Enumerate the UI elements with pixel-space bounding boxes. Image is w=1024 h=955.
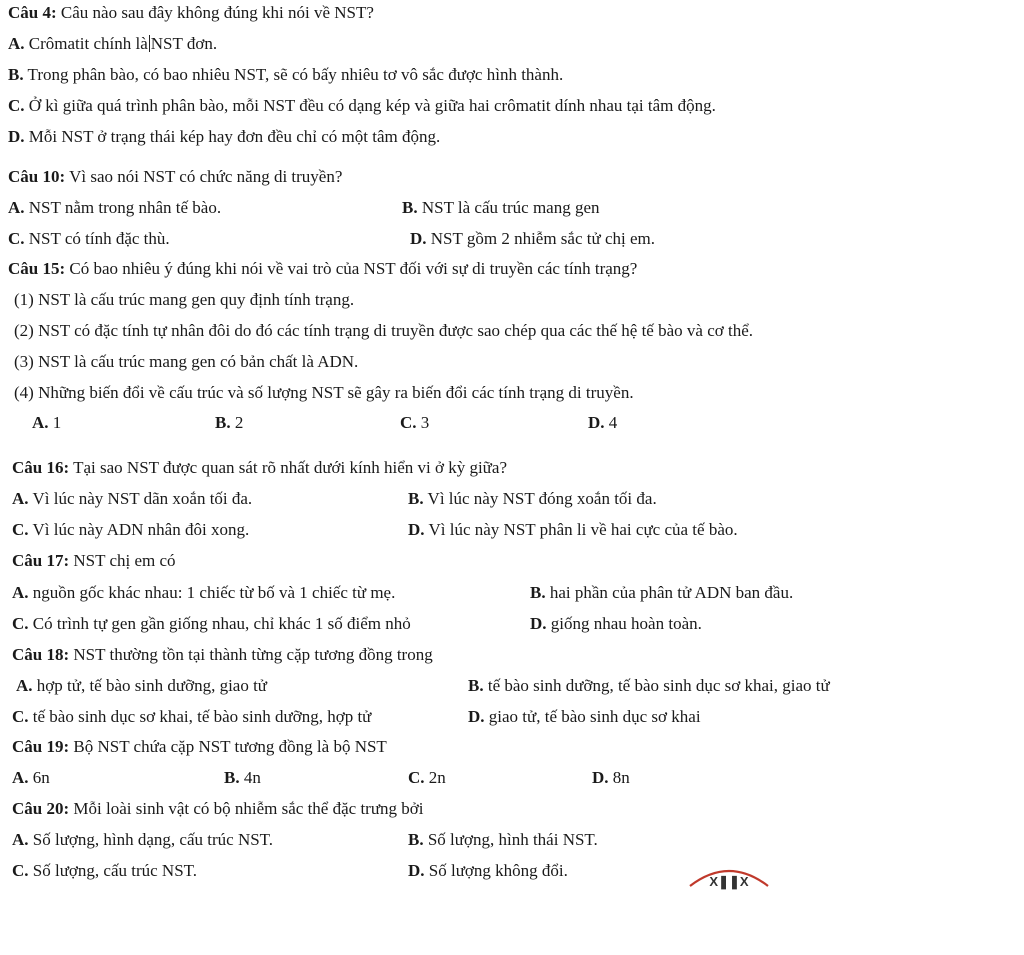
- option-label: D.: [592, 768, 609, 787]
- statement-1: (1) NST là cấu trúc mang gen quy định tính trạng.: [14, 290, 355, 309]
- option-label: C.: [12, 861, 29, 880]
- question-text: Bộ NST chứa cặp NST tương đồng là bộ NST: [69, 737, 387, 756]
- option-label: B.: [215, 413, 231, 432]
- option-text: hai phần của phân tử ADN ban đầu.: [545, 583, 794, 602]
- option-label: D.: [530, 614, 547, 633]
- question-label: Câu 18:: [12, 645, 70, 664]
- option-text: NST nằm trong nhân tế bào.: [24, 198, 222, 217]
- option-19a: [12, 767, 50, 789]
- option-17b: [530, 582, 793, 604]
- question-text: Tại sao NST được quan sát rõ nhất dưới kính hiển vi ở kỳ giữa?: [69, 458, 507, 477]
- option-20c: [12, 860, 197, 882]
- stamp-text: X❚❚X: [709, 874, 749, 889]
- option-text: tế bào sinh dưỡng, tế bào sinh dục sơ khai, giao tử: [483, 676, 830, 695]
- option-4b: [8, 64, 563, 86]
- option-label: A.: [12, 830, 29, 849]
- text-cursor: [149, 35, 150, 52]
- option-label: D.: [408, 520, 425, 539]
- option-label: C.: [8, 96, 25, 115]
- option-label: A.: [16, 676, 33, 695]
- question-4: [8, 2, 374, 24]
- option-label: B.: [224, 768, 240, 787]
- statement-4: (4) Những biến đổi về cấu trúc và số lượng NST sẽ gây ra biến đổi các tính trạng di truyền.: [14, 383, 634, 402]
- option-label: B.: [8, 65, 24, 84]
- option-text: Mỗi NST ở trạng thái kép hay đơn đều chỉ có một tâm động.: [24, 127, 441, 146]
- option-19d: [592, 767, 630, 789]
- option-label: C.: [408, 768, 425, 787]
- option-label: A.: [8, 34, 25, 53]
- option-10d: [410, 228, 655, 250]
- option-label: C.: [12, 707, 29, 726]
- question-text: NST chị em có: [69, 551, 176, 570]
- option-16a: [12, 488, 252, 510]
- option-label: B.: [402, 198, 418, 217]
- option-text: 4: [604, 413, 618, 432]
- question-10: [8, 166, 342, 188]
- option-text: 1: [48, 413, 62, 432]
- option-17d: [530, 613, 702, 635]
- option-text: hợp tử, tế bào sinh dưỡng, giao tử: [32, 676, 268, 695]
- option-18b: [468, 675, 830, 697]
- option-label: B.: [530, 583, 546, 602]
- option-18c: [12, 706, 371, 728]
- option-19b: [224, 767, 261, 789]
- option-label: A.: [12, 583, 29, 602]
- option-text: 2n: [424, 768, 446, 787]
- question-text: Có bao nhiêu ý đúng khi nói về vai trò của NST đối với sự di truyền các tính trạng?: [65, 259, 638, 278]
- option-4a: [8, 33, 217, 55]
- question-label: Câu 4:: [8, 3, 57, 22]
- option-label: D.: [588, 413, 605, 432]
- option-text: Số lượng, cấu trúc NST.: [28, 861, 198, 880]
- option-4c: [8, 95, 716, 117]
- option-label: C.: [12, 614, 29, 633]
- question-label: Câu 16:: [12, 458, 70, 477]
- option-label: C.: [400, 413, 417, 432]
- option-10c: [8, 228, 170, 250]
- option-10b: [402, 197, 600, 219]
- question-text: Mỗi loài sinh vật có bộ nhiễm sắc thể đặc trưng bởi: [69, 799, 424, 818]
- option-20b: [408, 829, 598, 851]
- option-text: Số lượng không đổi.: [424, 861, 568, 880]
- option-text: Ở kì giữa quá trình phân bào, mỗi NST đều có dạng kép và giữa hai crômatit dính nhau tại tâm động.: [24, 96, 716, 115]
- option-label: B.: [408, 489, 424, 508]
- option-label: A.: [8, 198, 25, 217]
- option-16b: [408, 488, 657, 510]
- question-label: Câu 17:: [12, 551, 70, 570]
- option-text: Số lượng, hình thái NST.: [423, 830, 598, 849]
- question-label: Câu 15:: [8, 259, 66, 278]
- option-text: Vì lúc này ADN nhân đôi xong.: [28, 520, 250, 539]
- option-text: Crômatit chính là: [24, 34, 148, 53]
- question-text: Câu nào sau đây không đúng khi nói về NST?: [56, 3, 374, 22]
- statement-3: (3) NST là cấu trúc mang gen có bản chất là ADN.: [14, 352, 359, 371]
- option-label: B.: [408, 830, 424, 849]
- question-label: Câu 10:: [8, 167, 66, 186]
- option-text: NST gồm 2 nhiễm sắc tử chị em.: [426, 229, 655, 248]
- option-15b: [215, 412, 243, 434]
- option-label: D.: [468, 707, 485, 726]
- option-20a: [12, 829, 273, 851]
- option-16c: [12, 519, 249, 541]
- option-20d: [408, 860, 568, 882]
- option-text: NST đơn.: [150, 34, 218, 53]
- option-label: D.: [408, 861, 425, 880]
- option-text: giao tử, tế bào sinh dục sơ khai: [484, 707, 701, 726]
- option-label: A.: [12, 768, 29, 787]
- option-label: A.: [32, 413, 49, 432]
- option-10a: [8, 197, 221, 219]
- question-20: [12, 798, 424, 820]
- question-text: Vì sao nói NST có chức năng di truyền?: [65, 167, 343, 186]
- question-label: Câu 19:: [12, 737, 70, 756]
- option-label: D.: [8, 127, 25, 146]
- question-16: [12, 457, 507, 479]
- option-text: Vì lúc này NST đóng xoắn tối đa.: [423, 489, 657, 508]
- question-17: [12, 550, 176, 572]
- option-label: C.: [8, 229, 25, 248]
- option-text: Có trình tự gen gần giống nhau, chỉ khác 1 số điểm nhỏ: [28, 614, 411, 633]
- option-label: D.: [410, 229, 427, 248]
- option-text: 6n: [28, 768, 50, 787]
- option-text: NST là cấu trúc mang gen: [417, 198, 600, 217]
- option-4d: [8, 126, 440, 148]
- option-text: giống nhau hoàn toàn.: [546, 614, 702, 633]
- option-text: 2: [230, 413, 244, 432]
- question-text: NST thường tồn tại thành từng cặp tương đồng trong: [69, 645, 433, 664]
- question-19: [12, 736, 387, 758]
- option-15d: [588, 412, 617, 434]
- option-text: tế bào sinh dục sơ khai, tế bào sinh dưỡng, hợp tử: [28, 707, 372, 726]
- option-text: Vì lúc này NST dãn xoắn tối đa.: [28, 489, 253, 508]
- option-label: A.: [12, 489, 29, 508]
- statement-2: (2) NST có đặc tính tự nhân đôi do đó các tính trạng di truyền được sao chép qua các thế hệ tế bào và cơ thể.: [14, 321, 753, 340]
- question-label: Câu 20:: [12, 799, 70, 818]
- option-17a: [12, 582, 395, 604]
- option-label: B.: [468, 676, 484, 695]
- option-text: Vì lúc này NST phân li về hai cực của tế bào.: [424, 520, 738, 539]
- option-text: 3: [416, 413, 430, 432]
- option-18d: [468, 706, 701, 728]
- option-text: Trong phân bào, có bao nhiêu NST, sẽ có bấy nhiêu tơ vô sắc được hình thành.: [23, 65, 564, 84]
- stamp-logo: [688, 862, 770, 890]
- option-15c: [400, 412, 429, 434]
- option-19c: [408, 767, 446, 789]
- option-text: 8n: [608, 768, 630, 787]
- option-text: nguồn gốc khác nhau: 1 chiếc từ bố và 1 chiếc từ mẹ.: [28, 583, 396, 602]
- option-16d: [408, 519, 738, 541]
- option-18a: [16, 675, 267, 697]
- question-15: [8, 258, 637, 280]
- option-text: NST có tính đặc thù.: [24, 229, 170, 248]
- option-17c: [12, 613, 411, 635]
- option-text: Số lượng, hình dạng, cấu trúc NST.: [28, 830, 274, 849]
- option-label: C.: [12, 520, 29, 539]
- question-18: [12, 644, 433, 666]
- option-text: 4n: [239, 768, 261, 787]
- option-15a: [32, 412, 61, 434]
